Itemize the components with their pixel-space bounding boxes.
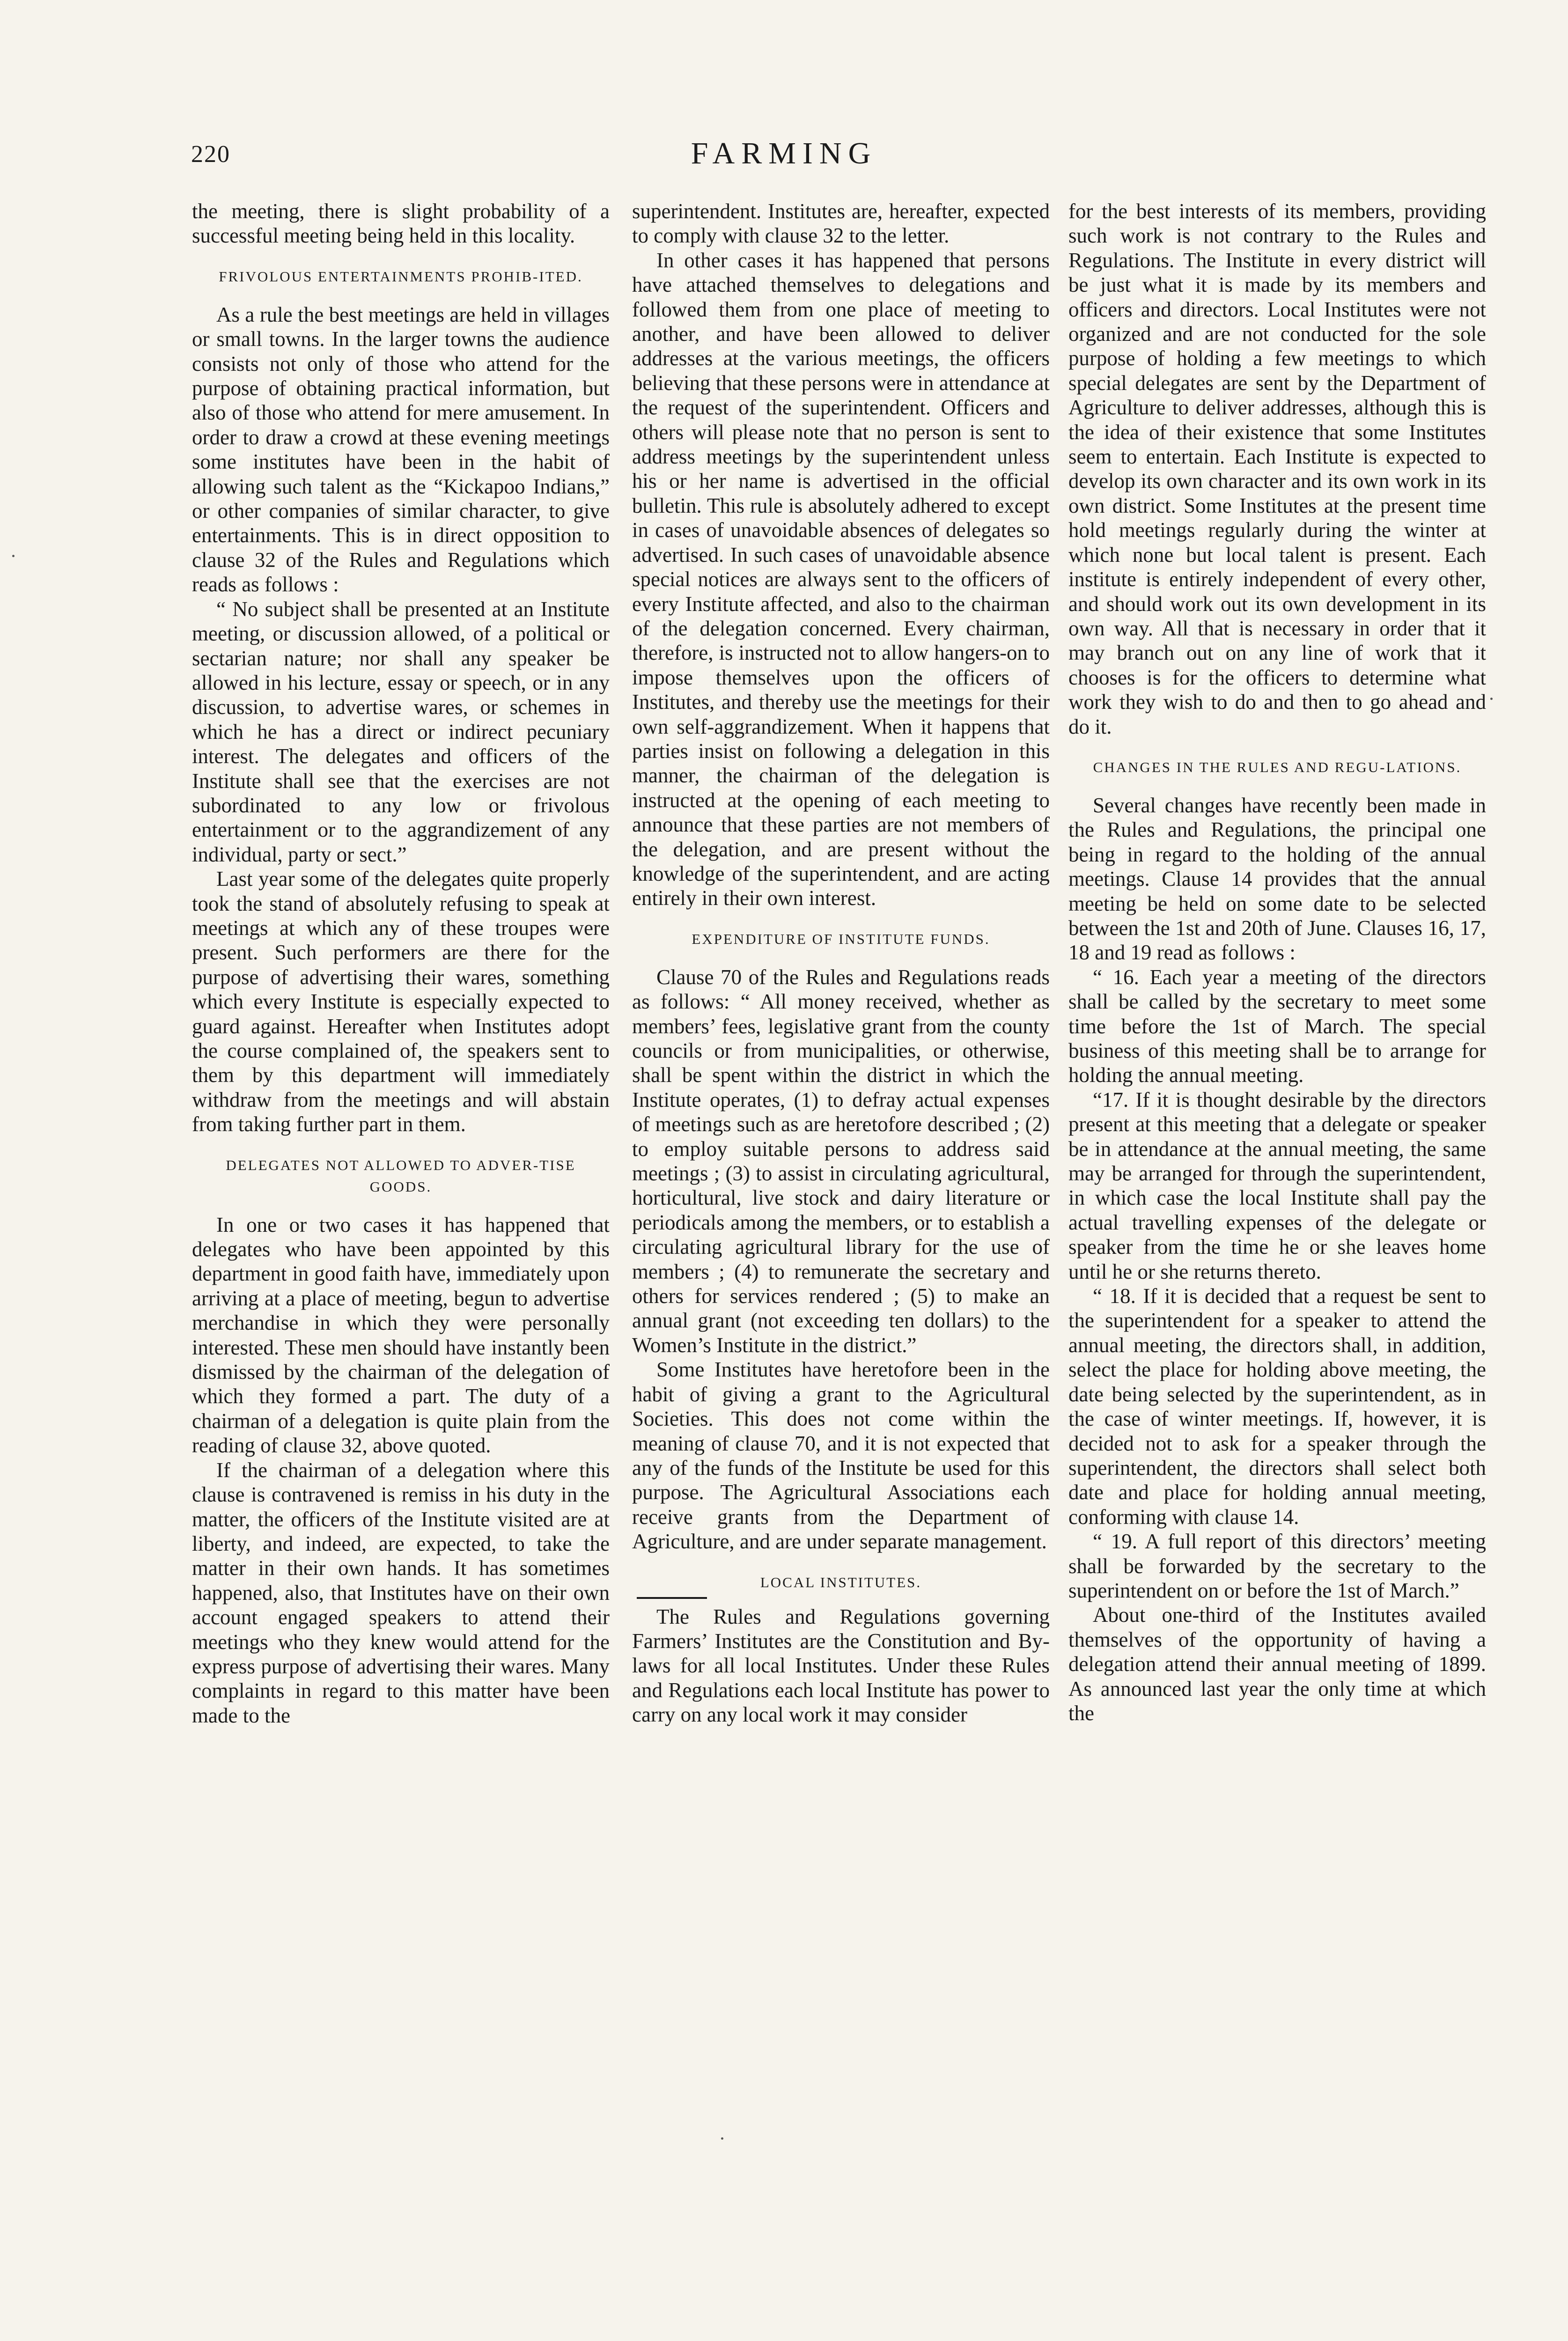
section-heading-frivolous-entertainments: FRIVOLOUS ENTERTAINMENTS PROHIB-ITED. (219, 268, 583, 285)
paragraph: If the chairman of a delegation where this clause is contravened is remiss in his duty in the matter, the officers of the Institute visited are at liberty, and indeed, are expected, to take the matter in their own hands. It has sometimes happened, also, that Institutes have on their own account engaged speakers to attend their meetings who they knew would attend for the express purpose of advertising their wares. Many complaints in regard to this matter have been made to the (192, 1458, 610, 1727)
paragraph: superintendent. Institutes are, hereafter, expected to comply with clause 32 to the letter. (632, 199, 1050, 248)
column-right (1068, 199, 1486, 1725)
paragraph: In other cases it has happened that persons have attached themselves to delegations and followed them from one place of meeting to another, and have been allowed to deliver addresses at the various meetings, the officers believing that these persons were in attendance at the request of the superintendent. Officers and others will please note that no person is sent to address meetings by the superintendent unless his or her name is advertised in the official bulletin. This rule is absolutely adhered to except in cases of unavoidable absences of delegates so advertised. In such cases of unavoidable absence special notices are always sent to the officers of every Institute affected, and also to the chairman of the delegation concerned. Every chairman, therefore, is instructed not to allow hangers-on to impose themselves upon the officers of Institutes, and thereby use the meetings for their own self-aggrandizement. When it happens that parties insist on following a delegation in this manner, the chairman of the delegation is instructed at the opening of each meeting to announce that these parties are not members of the delegation, and are present without the knowledge of the superintendent, and are acting entirely in their own interest. (632, 248, 1050, 910)
quoted-clause-16: “ 16. Each year a meeting of the directors shall be called by the secretary to meet some time before the 1st of March. The special business of this meeting shall be to arrange for holding the annual meeting. (1068, 965, 1486, 1087)
paragraph: Some Institutes have heretofore been in the habit of giving a grant to the Agricultural Societies. This does not come within the meaning of clause 70, and it is not expected that any of the funds of the Institute be used for this purpose. The Agricultural Associations each receive grants from the Department of Agriculture, and are under separate management. (632, 1358, 1050, 1553)
quoted-clause-19: “ 19. A full report of this directors’ meeting shall be forwarded by the secretary to the superintendent on or before the 1st of March.” (1068, 1530, 1486, 1602)
paragraph: Several changes have recently been made in the Rules and Regulations, the principal one being in regard to the holding of the annual meetings. Clause 14 provides that the annual meeting be held on some date to be selected between the 1st and 20th of June. Clauses 16, 17, 18 and 19 read as follows : (1068, 793, 1486, 964)
paragraph: The Rules and Regulations governing Farmers’ Institutes are the Constitution and By-laws for all local Institutes. Under these Rules and Regulations each local Institute has power to carry on any local work it may consider (632, 1605, 1050, 1727)
paragraph: As a rule the best meetings are held in villages or small towns. In the larger towns the audience consists not only of those who attend for the purpose of obtaining practical information, but also of those who attend for mere amusement. In order to draw a crowd at these evening meetings some institutes have been in the habit of allowing such talent as the “Kickapoo Indians,” or other companies of similar character, to give entertainments. This is in direct opposition to clause 32 of the Rules and Regulations which reads as follows : (192, 302, 610, 596)
paragraph: Clause 70 of the Rules and Regulations reads as follows: “ All money received, whether as members’ fees, legislative grant from the county councils or from municipalities, or otherwise, shall be spent within the district in which the Institute operates, (1) to defray actual expenses of meetings such as are heretofore described ; (2) to employ suitable persons to address said meetings ; (3) to assist in circulating agricultural, horticultural, live stock and dairy literature or periodicals among the members, or to establish a circulating agricultural library for the use of members ; (4) to remunerate the secretary and others for services rendered ; (5) to make an annual grant (not exceeding ten dollars) to the Women’s Institute in the district.” (632, 965, 1050, 1357)
paragraph: the meeting, there is slight probability of a successful meeting being held in this locality. (192, 199, 610, 248)
paragraph: About one-third of the Institutes availed themselves of the opportunity of having a delegation attend their annual meeting of 1899. As announced last year the only time at which the (1068, 1603, 1486, 1725)
quoted-clause-18: “ 18. If it is decided that a request be sent to the superintendent for a speaker to attend the annual meeting, the directors shall, in addition, select the place for holding above meeting, the date being selected by the superintendent, as in the case of winter meetings. If, however, it is decided not to ask for a speaker through the superintendent, the directors shall select both date and place for holding annual meeting, conforming with clause 14. (1068, 1284, 1486, 1529)
paragraph: for the best interests of its members, providing such work is not contrary to the Rules and Regulations. The Institute in every district will be just what it is made by its members and officers and directors. Local Institutes were not organized and are not conducted for the sole purpose of holding a few meetings to which special delegates are sent by the Department of Agriculture to deliver addresses, although this is the idea of their existence that some Institutes seem to entertain. Each Institute is expected to develop its own character and its own work in its own district. Some Institutes at the present time hold meetings regularly during the winter at which none but local talent is present. Each institute is entirely independent of every other, and should work out its own development in its own way. All that is necessary in order that it may branch out on any line of work that it chooses is for the officers to determine what work they wish to do and then to go ahead and do it. (1068, 199, 1486, 738)
quoted-clause-32: “ No subject shall be presented at an Institute meeting, or discussion allowed, of a political or sectarian nature; nor shall any speaker be allowed in his lecture, essay or speech, or in any discussion, to advertise wares, or schemes in which he has a direct or indirect pecuniary interest. The delegates and officers of the Institute shall see that the exercises are not subordinated to any low or frivolous entertainment or to the aggrandizement of any individual, party or sect.” (192, 597, 610, 866)
section-heading-delegates-not-allowed: DELEGATES NOT ALLOWED TO ADVER-TISE GOODS. (226, 1156, 576, 1195)
running-title: FARMING (691, 136, 877, 170)
paragraph: In one or two cases it has happened that delegates who have been appointed by this department in good faith have, immediately upon arriving at a place of meeting, begun to advertise merchandise in which they were personally interested. These men should have instantly been dismissed by the chairman of the delegation of which they formed a part. The duty of a chairman of a delegation is quite plain from the reading of clause 32, above quoted. (192, 1213, 610, 1458)
column-middle (632, 199, 1050, 1727)
column-left (192, 199, 610, 1728)
section-heading-changes-in-rules: CHANGES IN THE RULES AND REGU-LATIONS. (1093, 758, 1462, 775)
section-heading-expenditure-of-funds: EXPENDITURE OF INSTITUTE FUNDS. (692, 930, 990, 947)
print-speck (1490, 698, 1493, 700)
print-speck (721, 2137, 723, 2140)
paragraph: Last year some of the delegates quite properly took the stand of absolutely refusing to speak at meetings at which any of these troupes were present. Such performers are there for the purpose of advertising their wares, something which every Institute is especially expected to guard against. Hereafter when Institutes adopt the course complained of, the speakers sent to them by this department will immediately withdraw from the meetings and will abstain from taking further part in them. (192, 867, 610, 1136)
section-heading-local-institutes: LOCAL INSTITUTES. (760, 1574, 922, 1590)
quoted-clause-17: “17. If it is thought desirable by the directors present at this meeting that a delegate or speaker be in attendance at the annual meeting, the same may be arranged for through the superintendent, in which case the local Institute shall pay the actual travelling expenses of the delegate or speaker from the time he or she leaves home until he or she returns thereto. (1068, 1088, 1486, 1283)
page-number: 220 (191, 141, 230, 168)
section-rule (637, 1597, 707, 1599)
print-speck (12, 555, 15, 557)
